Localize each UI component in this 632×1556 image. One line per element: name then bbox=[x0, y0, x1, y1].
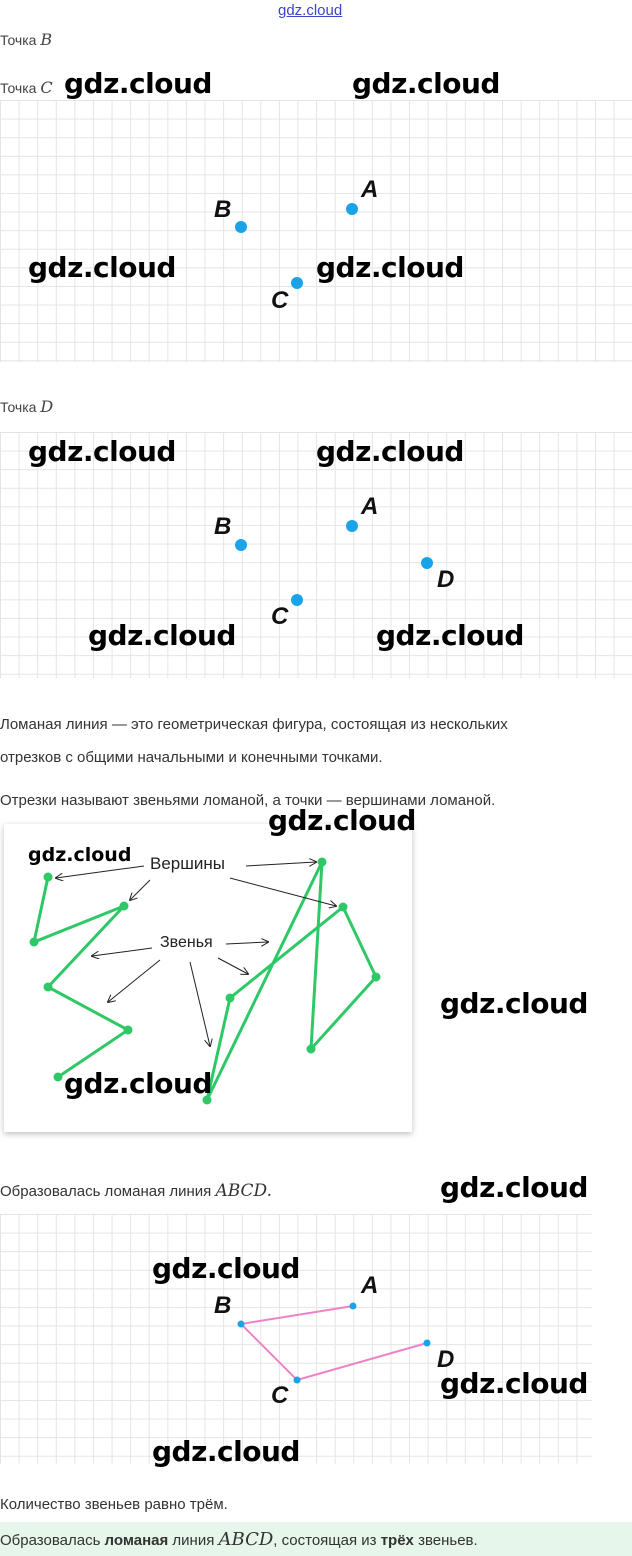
watermark: gdz.cloud bbox=[28, 251, 176, 284]
summary-bold: трёх bbox=[380, 1532, 414, 1549]
label-var: C bbox=[40, 78, 53, 97]
label-text: Точка bbox=[0, 80, 37, 96]
definition-line: Ломаная линия — это геометрическая фигура, состоящая из нескольких bbox=[0, 716, 508, 733]
point-a-label: A bbox=[361, 1272, 379, 1299]
watermark: gdz.cloud bbox=[152, 1252, 300, 1285]
point-b-label: B bbox=[214, 196, 232, 223]
point-c-label: C bbox=[271, 1382, 289, 1409]
summary-box bbox=[0, 1522, 632, 1556]
point-c bbox=[294, 1377, 301, 1384]
polyline-right bbox=[207, 862, 376, 1100]
label-point-d bbox=[0, 397, 53, 416]
point-c-label: C bbox=[271, 603, 289, 630]
watermark: gdz.cloud bbox=[152, 1435, 300, 1468]
site-link[interactable]: gdz.cloud bbox=[278, 2, 343, 19]
summary-part: , состоящая из bbox=[273, 1532, 381, 1549]
summary-part: Образовалась bbox=[0, 1532, 105, 1549]
label-var: D bbox=[40, 397, 54, 416]
watermark: gdz.cloud bbox=[352, 67, 500, 100]
formed-var: ABCD. bbox=[215, 1181, 272, 1201]
watermark: gdz.cloud bbox=[440, 1171, 588, 1204]
point-a-label: A bbox=[361, 176, 379, 203]
summary-var: ABCD bbox=[218, 1529, 274, 1550]
segments-text: Отрезки называют звеньями ломаной, а точки — вершинами ломаной. bbox=[0, 792, 496, 809]
links-label: Звенья bbox=[160, 934, 213, 951]
points-abc-svg bbox=[0, 100, 632, 362]
point-d bbox=[421, 557, 433, 569]
point-a bbox=[346, 203, 358, 215]
watermark: gdz.cloud bbox=[316, 251, 464, 284]
point-c bbox=[291, 594, 303, 606]
summary-part: линия bbox=[168, 1532, 219, 1549]
grid-points-abc bbox=[0, 100, 632, 362]
formed-prefix: Образовалась ломаная линия bbox=[0, 1183, 212, 1200]
point-a bbox=[346, 520, 358, 532]
watermark: gdz.cloud bbox=[316, 435, 464, 468]
watermark: gdz.cloud bbox=[440, 987, 588, 1020]
point-b bbox=[238, 1321, 245, 1328]
label-point-c bbox=[0, 78, 53, 97]
definition-line: отрезков с общими начальными и конечными точками. bbox=[0, 749, 383, 766]
watermark: gdz.cloud bbox=[64, 67, 212, 100]
point-b bbox=[235, 539, 247, 551]
point-d-label: D bbox=[437, 1346, 455, 1373]
label-var: B bbox=[40, 30, 53, 49]
count-text: Количество звеньев равно трём. bbox=[0, 1496, 228, 1513]
watermark: gdz.cloud bbox=[268, 804, 416, 837]
watermark: gdz.cloud bbox=[440, 1367, 588, 1400]
watermark: gdz.cloud bbox=[28, 435, 176, 468]
definition-text bbox=[0, 714, 632, 768]
point-a-label: A bbox=[361, 493, 379, 520]
label-point-b bbox=[0, 30, 52, 49]
label-text: Точка bbox=[0, 32, 37, 48]
point-c bbox=[291, 277, 303, 289]
point-a bbox=[350, 1303, 357, 1310]
point-c-label: C bbox=[271, 287, 289, 314]
watermark: gdz.cloud bbox=[88, 619, 236, 652]
polyline-abcd bbox=[241, 1306, 427, 1380]
watermark: gdz.cloud bbox=[28, 844, 132, 866]
summary-part: звеньев. bbox=[413, 1532, 478, 1549]
point-d bbox=[424, 1340, 431, 1347]
point-b-label: B bbox=[214, 1292, 232, 1319]
point-b bbox=[235, 221, 247, 233]
polyline-left bbox=[34, 877, 128, 1077]
formed-text bbox=[0, 1180, 272, 1204]
watermark: gdz.cloud bbox=[376, 619, 524, 652]
point-d-label: D bbox=[437, 566, 455, 593]
label-text: Точка bbox=[0, 399, 37, 415]
point-b-label: B bbox=[214, 513, 232, 540]
vertices-label: Вершины bbox=[150, 854, 225, 873]
summary-bold: ломаная bbox=[104, 1532, 169, 1549]
watermark: gdz.cloud bbox=[64, 1067, 212, 1100]
summary-text bbox=[0, 1529, 478, 1550]
